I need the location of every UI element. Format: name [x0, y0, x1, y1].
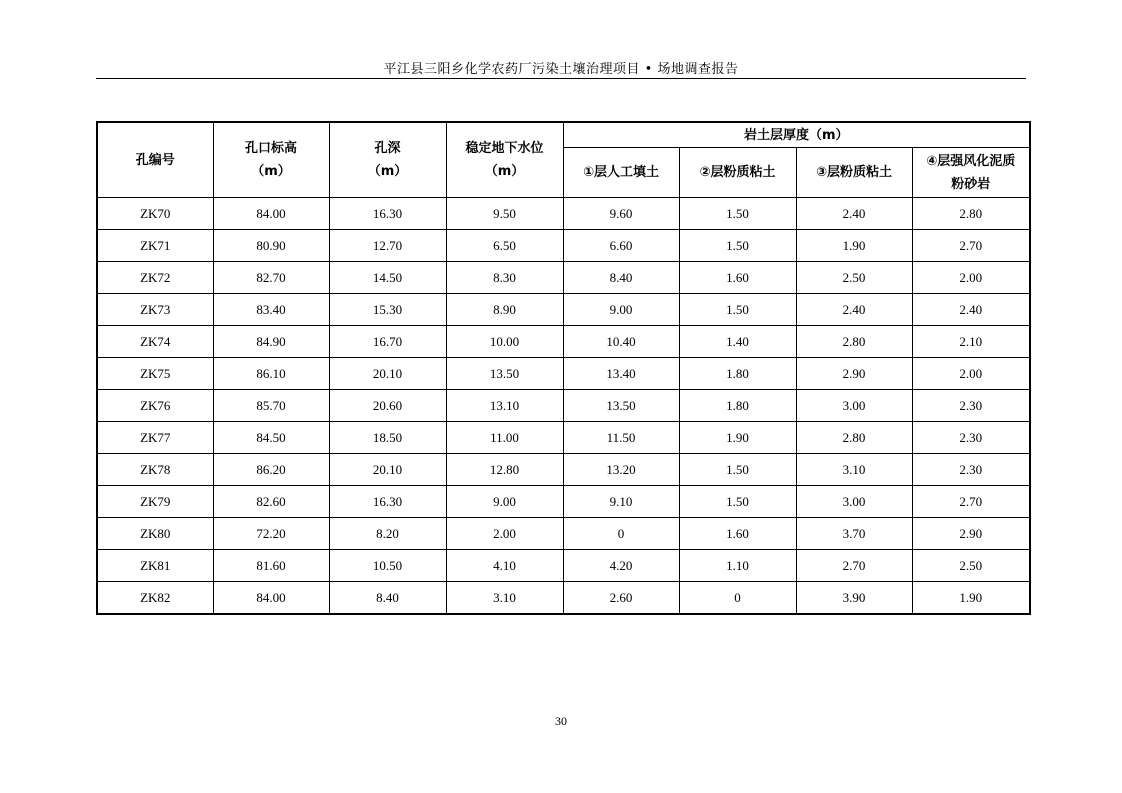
table-cell: 16.30 — [329, 198, 446, 230]
table-cell: 2.90 — [796, 358, 912, 390]
table-cell: 10.50 — [329, 550, 446, 582]
table-cell: 80.90 — [213, 230, 329, 262]
table-cell: 3.10 — [446, 582, 563, 615]
table-cell: 3.10 — [796, 454, 912, 486]
hole-id-cell: ZK73 — [97, 294, 213, 326]
col-header-water-level-label: 稳定地下水位 — [465, 141, 544, 156]
table-row — [97, 422, 1030, 454]
table-cell: 1.90 — [796, 230, 912, 262]
table-header-row — [97, 122, 1030, 148]
table-cell: 2.10 — [912, 326, 1030, 358]
table-cell: 1.10 — [679, 550, 796, 582]
table-row — [97, 582, 1030, 615]
table-cell: 9.60 — [563, 198, 679, 230]
hole-id-cell: ZK72 — [97, 262, 213, 294]
table-cell: 13.40 — [563, 358, 679, 390]
table-cell: 8.30 — [446, 262, 563, 294]
table-cell: 6.60 — [563, 230, 679, 262]
table-cell: 2.80 — [912, 198, 1030, 230]
hole-id-cell: ZK80 — [97, 518, 213, 550]
table-row — [97, 326, 1030, 358]
table-cell: 9.00 — [446, 486, 563, 518]
col-header-elevation — [213, 122, 329, 198]
table-cell: 2.50 — [912, 550, 1030, 582]
table-cell: 9.10 — [563, 486, 679, 518]
table-cell: 84.90 — [213, 326, 329, 358]
table-cell: 83.40 — [213, 294, 329, 326]
table-cell: 1.50 — [679, 198, 796, 230]
col-header-water-level-unit: （m） — [484, 164, 525, 179]
hole-id-cell: ZK78 — [97, 454, 213, 486]
table-cell: 4.10 — [446, 550, 563, 582]
col-header-elevation-label: 孔口标高 — [244, 141, 297, 156]
col-header-depth — [329, 122, 446, 198]
table-cell: 2.30 — [912, 390, 1030, 422]
table-cell: 6.50 — [446, 230, 563, 262]
table-cell: 20.10 — [329, 454, 446, 486]
hole-id-cell: ZK82 — [97, 582, 213, 615]
table-cell: 1.80 — [679, 358, 796, 390]
table-cell: 1.90 — [912, 582, 1030, 615]
table-cell: 2.50 — [796, 262, 912, 294]
page-header-title: 平江县三阳乡化学农药厂污染土壤治理项目 • 场地调查报告 — [383, 62, 739, 77]
table-cell: 72.20 — [213, 518, 329, 550]
table-cell: 13.50 — [563, 390, 679, 422]
table-cell: 10.00 — [446, 326, 563, 358]
table-cell: 0 — [563, 518, 679, 550]
table-cell: 8.40 — [329, 582, 446, 615]
table-row — [97, 454, 1030, 486]
col-header-layer-3: ③层粉质粘土 — [796, 148, 912, 198]
table-cell: 1.80 — [679, 390, 796, 422]
table-cell: 0 — [679, 582, 796, 615]
borehole-data-table — [96, 121, 1031, 615]
table-cell: 1.50 — [679, 454, 796, 486]
table-cell: 11.00 — [446, 422, 563, 454]
table-cell: 81.60 — [213, 550, 329, 582]
col-header-layer-2: ②层粉质粘土 — [679, 148, 796, 198]
table-cell: 20.10 — [329, 358, 446, 390]
table-cell: 8.40 — [563, 262, 679, 294]
table-row — [97, 262, 1030, 294]
table-body — [97, 198, 1030, 615]
table-cell: 1.40 — [679, 326, 796, 358]
table-row — [97, 294, 1030, 326]
table-cell: 84.00 — [213, 582, 329, 615]
hole-id-cell: ZK74 — [97, 326, 213, 358]
table-cell: 11.50 — [563, 422, 679, 454]
table-cell: 2.30 — [912, 454, 1030, 486]
table-cell: 2.70 — [912, 486, 1030, 518]
table-cell: 86.20 — [213, 454, 329, 486]
table-cell: 9.50 — [446, 198, 563, 230]
table-row — [97, 550, 1030, 582]
table-cell: 2.30 — [912, 422, 1030, 454]
table-cell: 1.50 — [679, 230, 796, 262]
table-cell: 3.00 — [796, 486, 912, 518]
col-header-layer-1: ①层人工填土 — [563, 148, 679, 198]
table-cell: 2.00 — [446, 518, 563, 550]
table-row — [97, 198, 1030, 230]
table-cell: 13.50 — [446, 358, 563, 390]
hole-id-cell: ZK81 — [97, 550, 213, 582]
table-cell: 2.00 — [912, 262, 1030, 294]
table-cell: 16.70 — [329, 326, 446, 358]
table-cell: 82.60 — [213, 486, 329, 518]
table-cell: 2.60 — [563, 582, 679, 615]
table-cell: 2.40 — [912, 294, 1030, 326]
table-row — [97, 230, 1030, 262]
table-cell: 84.00 — [213, 198, 329, 230]
table-cell: 12.70 — [329, 230, 446, 262]
col-header-layer-4: ④层强风化泥质粉砂岩 — [912, 148, 1030, 198]
table-cell: 3.00 — [796, 390, 912, 422]
table-cell: 2.40 — [796, 198, 912, 230]
table-cell: 13.20 — [563, 454, 679, 486]
table-cell: 1.60 — [679, 262, 796, 294]
hole-id-cell: ZK76 — [97, 390, 213, 422]
col-header-hole-id: 孔编号 — [97, 122, 213, 198]
table-cell: 15.30 — [329, 294, 446, 326]
hole-id-cell: ZK77 — [97, 422, 213, 454]
table-cell: 4.20 — [563, 550, 679, 582]
table-cell: 2.40 — [796, 294, 912, 326]
col-header-water-level — [446, 122, 563, 198]
table-cell: 85.70 — [213, 390, 329, 422]
col-header-depth-label: 孔深 — [374, 141, 401, 156]
hole-id-cell: ZK79 — [97, 486, 213, 518]
table-cell: 10.40 — [563, 326, 679, 358]
table-cell: 1.60 — [679, 518, 796, 550]
table-cell: 8.20 — [329, 518, 446, 550]
table-cell: 82.70 — [213, 262, 329, 294]
table-cell: 2.80 — [796, 422, 912, 454]
hole-id-cell: ZK75 — [97, 358, 213, 390]
table-row — [97, 518, 1030, 550]
table-row — [97, 358, 1030, 390]
table-cell: 20.60 — [329, 390, 446, 422]
header-divider — [96, 78, 1026, 79]
table-cell: 84.50 — [213, 422, 329, 454]
table-cell: 16.30 — [329, 486, 446, 518]
col-header-depth-unit: （m） — [367, 164, 408, 179]
hole-id-cell: ZK71 — [97, 230, 213, 262]
table-cell: 1.90 — [679, 422, 796, 454]
col-header-layer-thickness: 岩土层厚度（m） — [563, 122, 1030, 148]
table-cell: 2.70 — [912, 230, 1030, 262]
table-cell: 9.00 — [563, 294, 679, 326]
table-cell: 14.50 — [329, 262, 446, 294]
col-header-elevation-unit: （m） — [251, 164, 291, 179]
table-row — [97, 390, 1030, 422]
table-cell: 2.90 — [912, 518, 1030, 550]
hole-id-cell: ZK70 — [97, 198, 213, 230]
table-cell: 8.90 — [446, 294, 563, 326]
table-cell: 2.80 — [796, 326, 912, 358]
table-cell: 13.10 — [446, 390, 563, 422]
table-cell: 2.00 — [912, 358, 1030, 390]
page-number: 30 — [555, 714, 567, 728]
table-cell: 3.90 — [796, 582, 912, 615]
table-cell: 3.70 — [796, 518, 912, 550]
table-cell: 86.10 — [213, 358, 329, 390]
table-cell: 2.70 — [796, 550, 912, 582]
table-cell: 1.50 — [679, 294, 796, 326]
table-cell: 18.50 — [329, 422, 446, 454]
table-row — [97, 486, 1030, 518]
table-cell: 1.50 — [679, 486, 796, 518]
table-cell: 12.80 — [446, 454, 563, 486]
